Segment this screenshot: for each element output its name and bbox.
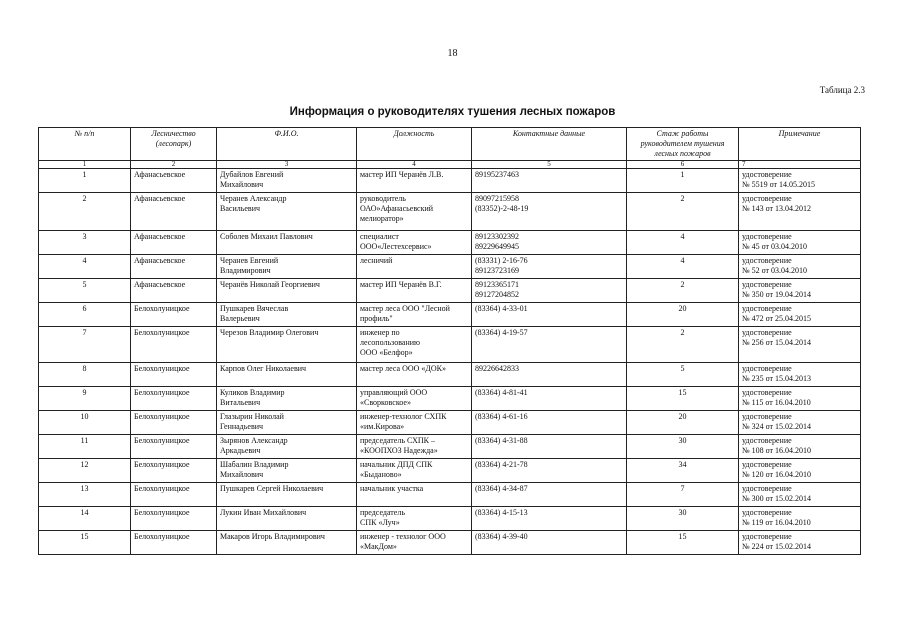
cell-name: Лукин Иван Михайлович bbox=[217, 507, 357, 531]
cell-forestry: Белохолуницкое bbox=[131, 435, 217, 459]
table-row bbox=[39, 327, 861, 363]
cell-position: начальник ДПД СПК «Быданово» bbox=[357, 459, 472, 483]
cell-position: мастер леса ООО "Лесной профиль" bbox=[357, 303, 472, 327]
cell-experience: 1 bbox=[627, 169, 739, 193]
cell-name: Пушкарев Сергей Николаевич bbox=[217, 483, 357, 507]
table-row bbox=[39, 507, 861, 531]
cell-position: мастер ИП Черанёв В.Г. bbox=[357, 279, 472, 303]
cell-name: Дубайлов Евгений Михайлович bbox=[217, 169, 357, 193]
cell-contacts: (83364) 4-39-40 bbox=[472, 531, 627, 555]
cell-contacts: 89226642833 bbox=[472, 363, 627, 387]
leaders-table bbox=[38, 127, 861, 555]
table-row bbox=[39, 193, 861, 231]
cell-contacts: (83364) 4-34-87 bbox=[472, 483, 627, 507]
table-row bbox=[39, 303, 861, 327]
table-row bbox=[39, 435, 861, 459]
page-number: 18 bbox=[447, 48, 458, 59]
cell-position: инженер-технолог СХПК «им.Кирова» bbox=[357, 411, 472, 435]
cell-experience: 20 bbox=[627, 411, 739, 435]
table-row bbox=[39, 411, 861, 435]
table-label: Таблица 2.3 bbox=[819, 85, 865, 95]
cell-experience: 15 bbox=[627, 531, 739, 555]
cell-contacts: (83364) 4-15-13 bbox=[472, 507, 627, 531]
table-row bbox=[39, 459, 861, 483]
cell-name: Черезов Владимир Олегович bbox=[217, 327, 357, 363]
cell-num: 13 bbox=[39, 483, 131, 507]
cell-position: председатель СПК «Луч» bbox=[357, 507, 472, 531]
column-number: 4 bbox=[357, 161, 472, 169]
cell-forestry: Афанасьевское bbox=[131, 231, 217, 255]
cell-note: удостоверение № 472 от 25.04.2015 bbox=[739, 303, 861, 327]
cell-contacts: 89195237463 bbox=[472, 169, 627, 193]
cell-note: удостоверение № 119 от 16.04.2010 bbox=[739, 507, 861, 531]
cell-name: Зырянов Александр Аркадьевич bbox=[217, 435, 357, 459]
cell-name: Карпов Олег Николаевич bbox=[217, 363, 357, 387]
cell-contacts: (83364) 4-19-57 bbox=[472, 327, 627, 363]
cell-num: 5 bbox=[39, 279, 131, 303]
cell-forestry: Белохолуницкое bbox=[131, 459, 217, 483]
cell-num: 9 bbox=[39, 387, 131, 411]
table-row bbox=[39, 169, 861, 193]
cell-forestry: Белохолуницкое bbox=[131, 363, 217, 387]
cell-num: 7 bbox=[39, 327, 131, 363]
cell-experience: 4 bbox=[627, 255, 739, 279]
cell-experience: 30 bbox=[627, 435, 739, 459]
cell-position: специалист ООО«Лестехсервис» bbox=[357, 231, 472, 255]
cell-name: Глазырин Николай Геннадьевич bbox=[217, 411, 357, 435]
column-number: 1 bbox=[39, 161, 131, 169]
cell-name: Черанев Александр Васильевич bbox=[217, 193, 357, 231]
cell-position: лесничий bbox=[357, 255, 472, 279]
cell-note: удостоверение № 235 от 15.04.2013 bbox=[739, 363, 861, 387]
cell-contacts: 89097215958 (83352)-2-48-19 bbox=[472, 193, 627, 231]
cell-note: удостоверение № 300 от 15.02.2014 bbox=[739, 483, 861, 507]
cell-forestry: Белохолуницкое bbox=[131, 531, 217, 555]
header-cell-name: Ф.И.О. bbox=[217, 128, 357, 161]
cell-contacts: (83364) 4-31-88 bbox=[472, 435, 627, 459]
cell-position: руководитель ОАО»Афанасьевский мелиоратор» bbox=[357, 193, 472, 231]
cell-forestry: Афанасьевское bbox=[131, 169, 217, 193]
cell-num: 15 bbox=[39, 531, 131, 555]
cell-note: удостоверение № 108 от 16.04.2010 bbox=[739, 435, 861, 459]
column-number: 2 bbox=[131, 161, 217, 169]
cell-num: 1 bbox=[39, 169, 131, 193]
table-body bbox=[39, 169, 861, 555]
header-cell-note: Примечание bbox=[739, 128, 861, 161]
cell-name: Пушкарев Вячеслав Валерьевич bbox=[217, 303, 357, 327]
cell-position: инженер по лесопользованию ООО «Белфор» bbox=[357, 327, 472, 363]
cell-name: Черанев Евгений Владимирович bbox=[217, 255, 357, 279]
header-cell-contacts: Контактные данные bbox=[472, 128, 627, 161]
cell-experience: 7 bbox=[627, 483, 739, 507]
cell-num: 11 bbox=[39, 435, 131, 459]
column-number: 3 bbox=[217, 161, 357, 169]
cell-note: удостоверение № 256 от 15.04.2014 bbox=[739, 327, 861, 363]
cell-name: Черанёв Николай Георгиевич bbox=[217, 279, 357, 303]
column-number: 7 bbox=[739, 161, 861, 169]
cell-experience: 2 bbox=[627, 327, 739, 363]
cell-note: удостоверение № 350 от 19.04.2014 bbox=[739, 279, 861, 303]
cell-position: инженер - технолог ООО «МакДом» bbox=[357, 531, 472, 555]
cell-num: 12 bbox=[39, 459, 131, 483]
table-row bbox=[39, 279, 861, 303]
table-row bbox=[39, 363, 861, 387]
cell-name: Соболев Михаил Павлович bbox=[217, 231, 357, 255]
table-row bbox=[39, 483, 861, 507]
cell-num: 14 bbox=[39, 507, 131, 531]
cell-forestry: Белохолуницкое bbox=[131, 507, 217, 531]
cell-experience: 2 bbox=[627, 193, 739, 231]
cell-experience: 15 bbox=[627, 387, 739, 411]
cell-num: 8 bbox=[39, 363, 131, 387]
cell-num: 6 bbox=[39, 303, 131, 327]
cell-experience: 20 bbox=[627, 303, 739, 327]
document-title: Информация о руководителях тушения лесных пожаров bbox=[289, 106, 616, 118]
cell-note: удостоверение № 143 от 13.04.2012 bbox=[739, 193, 861, 231]
table-row bbox=[39, 387, 861, 411]
cell-position: председатель СХПК – «КООПХОЗ Надежда» bbox=[357, 435, 472, 459]
cell-experience: 34 bbox=[627, 459, 739, 483]
cell-forestry: Белохолуницкое bbox=[131, 327, 217, 363]
column-number: 6 bbox=[627, 161, 739, 169]
cell-name: Шабалин Владимир Михайлович bbox=[217, 459, 357, 483]
cell-name: Макаров Игорь Владимирович bbox=[217, 531, 357, 555]
table-row bbox=[39, 231, 861, 255]
cell-contacts: (83364) 4-33-01 bbox=[472, 303, 627, 327]
table-row bbox=[39, 255, 861, 279]
cell-position: начальник участка bbox=[357, 483, 472, 507]
cell-position: управляющий ООО «Сворковское» bbox=[357, 387, 472, 411]
cell-note: удостоверение № 52 от 03.04.2010 bbox=[739, 255, 861, 279]
cell-forestry: Белохолуницкое bbox=[131, 411, 217, 435]
header-cell-experience: Стаж работы руководителем тушения лесных пожаров bbox=[627, 128, 739, 161]
column-number: 5 bbox=[472, 161, 627, 169]
cell-name: Куликов Владимир Витальевич bbox=[217, 387, 357, 411]
cell-note: удостоверение № 120 от 16.04.2010 bbox=[739, 459, 861, 483]
cell-contacts: 89123302392 89229649945 bbox=[472, 231, 627, 255]
cell-num: 4 bbox=[39, 255, 131, 279]
header-cell-forestry: Лесничество (лесопарк) bbox=[131, 128, 217, 161]
cell-contacts: (83364) 4-81-41 bbox=[472, 387, 627, 411]
cell-note: удостоверение № 45 от 03.04.2010 bbox=[739, 231, 861, 255]
header-cell-num: № п/п bbox=[39, 128, 131, 161]
cell-forestry: Белохолуницкое bbox=[131, 387, 217, 411]
cell-num: 10 bbox=[39, 411, 131, 435]
cell-note: удостоверение № 5519 от 14.05.2015 bbox=[739, 169, 861, 193]
cell-experience: 5 bbox=[627, 363, 739, 387]
cell-forestry: Афанасьевское bbox=[131, 193, 217, 231]
cell-experience: 2 bbox=[627, 279, 739, 303]
cell-num: 3 bbox=[39, 231, 131, 255]
cell-forestry: Афанасьевское bbox=[131, 255, 217, 279]
table-row bbox=[39, 531, 861, 555]
cell-contacts: 89123365171 89127204852 bbox=[472, 279, 627, 303]
column-numbers-row bbox=[39, 161, 861, 169]
cell-contacts: (83364) 4-61-16 bbox=[472, 411, 627, 435]
cell-forestry: Белохолуницкое bbox=[131, 303, 217, 327]
cell-experience: 4 bbox=[627, 231, 739, 255]
cell-note: удостоверение № 224 от 15.02.2014 bbox=[739, 531, 861, 555]
header-cell-position: Должность bbox=[357, 128, 472, 161]
cell-num: 2 bbox=[39, 193, 131, 231]
cell-contacts: (83331) 2-16-76 89123723169 bbox=[472, 255, 627, 279]
header-row bbox=[39, 128, 861, 161]
cell-position: мастер леса ООО «ДОК» bbox=[357, 363, 472, 387]
cell-note: удостоверение № 324 от 15.02.2014 bbox=[739, 411, 861, 435]
cell-note: удостоверение № 115 от 16.04.2010 bbox=[739, 387, 861, 411]
cell-contacts: (83364) 4-21-78 bbox=[472, 459, 627, 483]
cell-forestry: Белохолуницкое bbox=[131, 483, 217, 507]
cell-experience: 30 bbox=[627, 507, 739, 531]
cell-position: мастер ИП Черанёв Л.В. bbox=[357, 169, 472, 193]
cell-forestry: Афанасьевское bbox=[131, 279, 217, 303]
